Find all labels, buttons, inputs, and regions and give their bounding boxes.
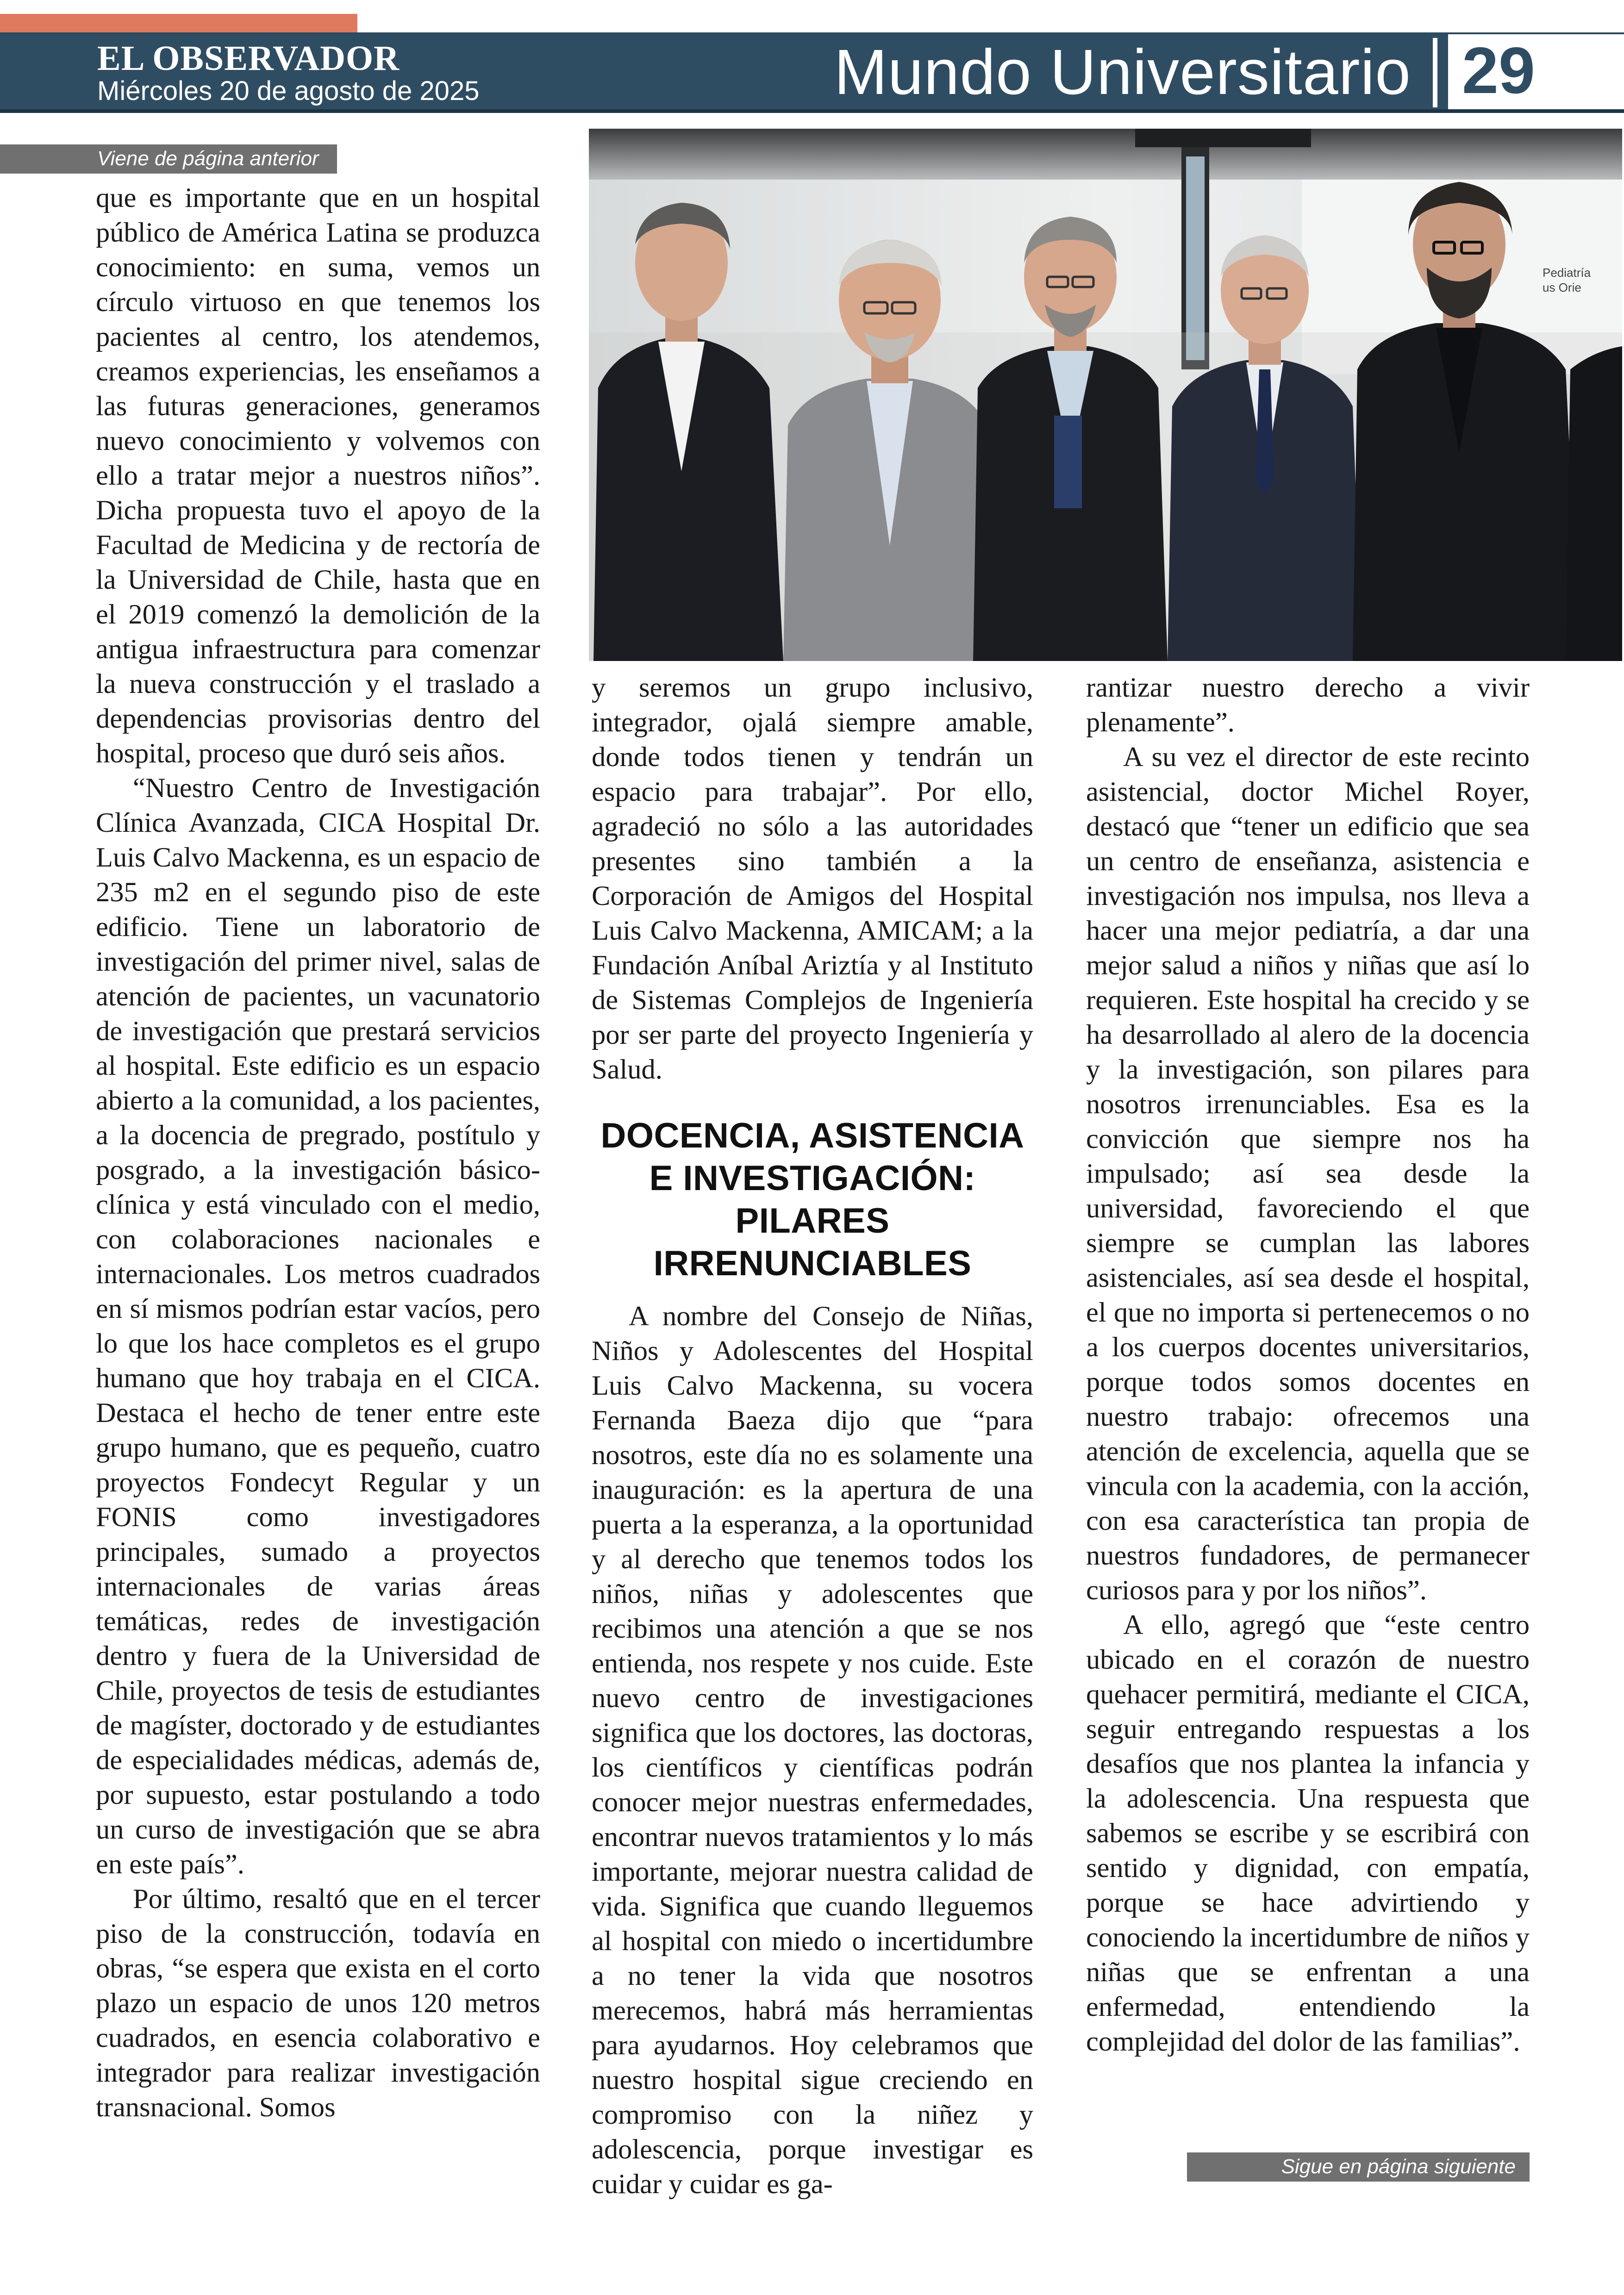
article-subheading: DOCENCIA, ASISTENCIA E INVESTIGACIÓN: PILARES IRRENUNCIABLES — [600, 1116, 1024, 1283]
section-title: Mundo Universitario — [834, 37, 1411, 108]
masthead — [0, 34, 1624, 113]
column-3-paragraph-3: A ello, agregó que “este centro ubicado en el corazón de nuestro quehacer permitirá, mediante el CICA, seguir entregando respuestas a los desafíos que nos plantea la infancia y la adolescencia. Una respuesta que sabemos se escribe y se escribirá con sentido y dignidad, con empatía, porque se hace advirtiendo y conociendo la incertidumbre de niños y niñas que se enfrentan a una enfermedad, entendiendo la complejidad del dolor de las familias”. — [1086, 1609, 1530, 2057]
continues-on-next-page-label: Sigue en página siguiente — [1187, 2152, 1530, 2182]
wall-sign-line-3: Pediatría — [1543, 266, 1591, 280]
page-number-box — [1446, 34, 1624, 109]
column-2-paragraph-1: y seremos un grupo inclusivo, integrador, ojalá siempre amable, donde todos tienen y tendrán un espacio para trabajar”. Por ello, agradeció no sólo a las autoridades presentes sino también a la Corporación de Amigos del Hospital Luis Calvo Mackenna, AMICAM; a la Fundación Aníbal Ariztía y al Instituto de Sistemas Complejos de Ingeniería por ser parte del proyecto Ingeniería y Salud. — [592, 672, 1033, 1085]
column-1-paragraph-1: que es importante que en un hospital público de América Latina se produzca conocimiento: en suma, vemos un círculo virtuoso en que tenemos los pacientes al centro, los atendemos, creamos experiencias, les enseñamos a las futuras generaciones, generamos nuevo conocimiento y volvemos con ello a tratar mejor a nuestros niños”. Dicha propuesta tuvo el apoyo de la Facultad de Medicina y de rectoría de la Universidad de Chile, hasta que en el 2019 comenzó la demolición de la antigua infraestructura para comenzar la nueva construcción y el traslado a dependencias provisorias dentro del hospital, proceso que duró seis años. — [96, 182, 540, 769]
masthead-divider — [1433, 38, 1437, 107]
article-column-3 — [1086, 670, 1530, 2059]
column-2-paragraph-2: A nombre del Consejo de Niñas, Niños y Adolescentes del Hospital Luis Calvo Mackenna, su vocera Fernanda Baeza dijo que “para nosotros, este día no es solamente una inauguración: es la apertura de una puerta a la esperanza, a la oportunidad y al derecho que tenemos todos los niños, niñas y adolescentes que recibimos una atención a que se nos entienda, nos respete y nos cuide. Este nuevo centro de investigaciones significa que los doctores, las doctoras, los científicos y científicas podrán conocer mejor nuestras enfermedades, encontrar nuevos tratamientos y lo más importante, mejorar nuestra calidad de vida. Significa que cuando lleguemos al hospital con miedo o incertidumbre a no tener la vida que nosotros merecemos, habrá más herramientas para ayudarnos. Hoy celebramos que nuestro hospital sigue creciendo en compromiso con la niñez y adolescencia, porque investigar es cuidar y cuidar es ga- — [592, 1301, 1033, 2200]
header-accent-tab — [0, 14, 357, 33]
continued-from-previous-label: Viene de página anterior — [0, 144, 337, 174]
article-column-1 — [96, 181, 540, 2125]
group-photo-illustration — [589, 129, 1622, 661]
article-photo — [589, 129, 1622, 661]
issue-date: Miércoles 20 de agosto de 2025 — [97, 76, 480, 106]
page-number: 29 — [1462, 34, 1535, 107]
column-1-paragraph-3: Por último, resaltó que en el tercer piso de la construcción, todavía en obras, “se espera que exista en el corto plazo un espacio de unos 120 metros cuadrados, en esencia colaborativo e integrador para realizar investigación transnacional. Somos — [96, 1883, 540, 2123]
article-column-2 — [592, 670, 1033, 2201]
wall-sign-line-4: us Orie — [1543, 281, 1581, 294]
column-3-paragraph-2: A su vez el director de este recinto asistencial, doctor Michel Royer, destacó que “tener un edificio que sea un centro de enseñanza, asistencia e investigación nos impulsa, nos lleva a hacer una mejor pediatría, a dar una mejor salud a niños y niñas que así lo requieren. Este hospital ha crecido y se ha desarrollado al alero de la docencia y la investigación, son pilares para nosotros irrenunciables. Esa es la convicción que siempre nos ha impulsado; así sea desde la universidad, favoreciendo el que siempre se cumplan las labores asistenciales, así sea desde el hospital, el que no importa si pertenecemos o no a los cuerpos docentes universitarios, porque todos somos docentes en nuestro trabajo: ofrecemos una atención de excelencia, aquella que se vincula con la academia, con la acción, con esa característica tan propia de nuestros fundadores, de permanecer curiosos para y por los niños”. — [1086, 742, 1530, 1606]
column-1-paragraph-2: “Nuestro Centro de Investigación Clínica Avanzada, CICA Hospital Dr. Luis Calvo Mackenna, es un espacio de 235 m2 en el segundo piso de este edificio. Tiene un laboratorio de investigación del primer nivel, salas de atención de pacientes, un vacunatorio de investigación que prestará servicios al hospital. Este edificio es un espacio abierto a la comunidad, a los pacientes, a la docencia de pregrado, postítulo y posgrado, a la investigación básico-clínica y está vinculado con el medio, con colaboraciones nacionales e internacionales. Los metros cuadrados en sí mismos podrían estar vacíos, pero lo que los hace completos es el grupo humano que hoy trabaja en el CICA. Destaca el hecho de tener entre este grupo humano, que es pequeño, cuatro proyectos Fondecyt Regular y un FONIS como investigadores principales, sumado a proyectos internacionales de varias áreas temáticas, redes de investigación dentro y fuera de la Universidad de Chile, proyectos de tesis de estudiantes de magíster, doctorado y de estudiantes de especialidades médicas, además de, por supuesto, estar postulando a todo un curso de investigación que se abra en este país”. — [96, 773, 540, 1880]
newspaper-name: EL OBSERVADOR — [97, 39, 400, 78]
column-3-paragraph-1: rantizar nuestro derecho a vivir plenamente”. — [1086, 672, 1530, 738]
